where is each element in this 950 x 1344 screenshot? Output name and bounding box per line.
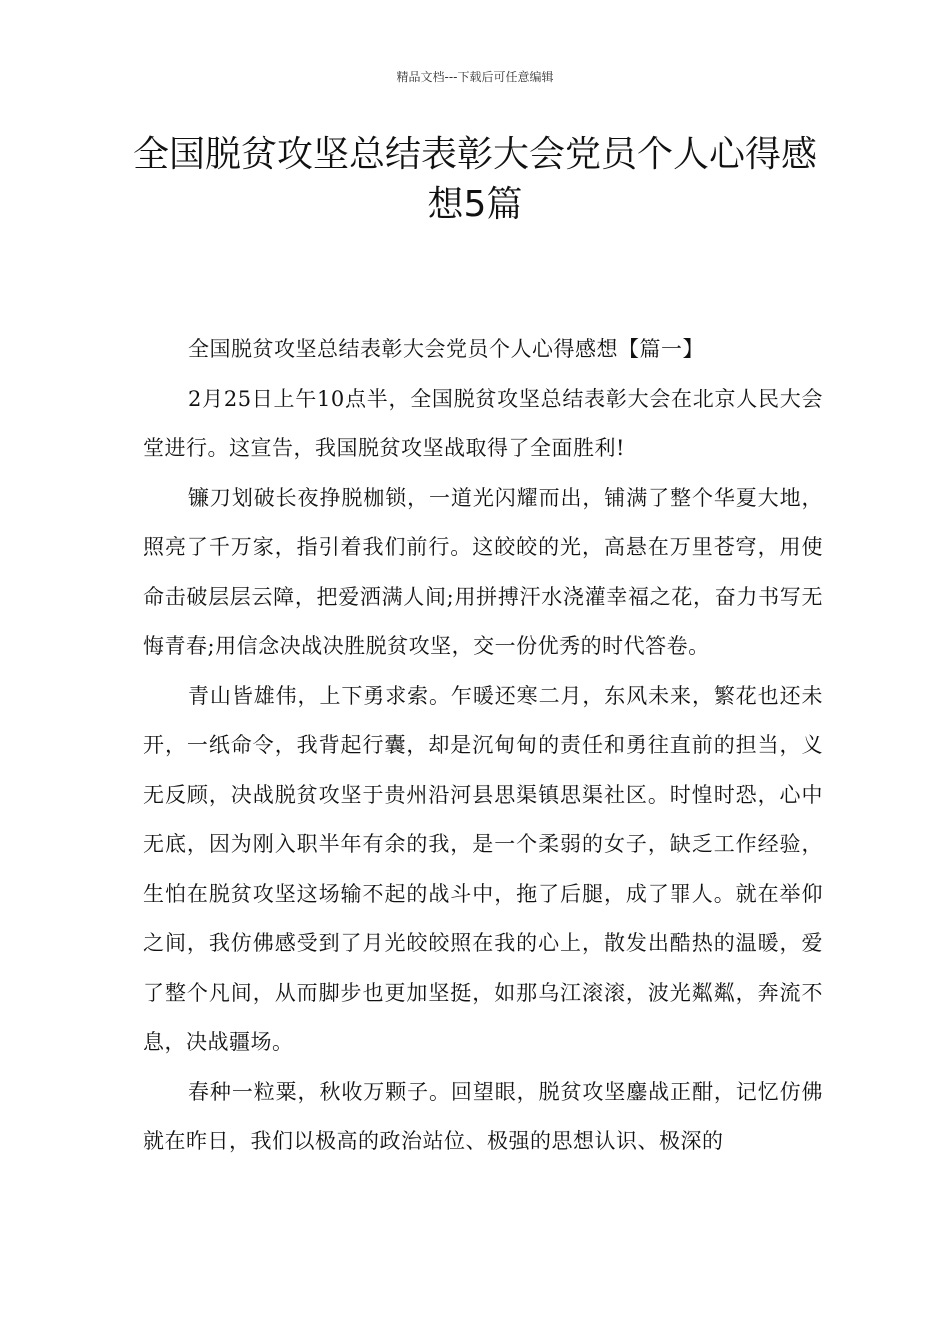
header-note: 精品文档---下载后可任意编辑: [396, 70, 554, 84]
paragraph-2: 镰刀划破长夜挣脱枷锁，一道光闪耀而出，铺满了整个华夏大地，照亮了千万家，指引着我们前行。这皎皎的光，高悬在万里苍穹，用使命击破层层云障，把爱洒满人间;用拼搏汗水浇灌幸福之花，奋力书写无悔青春;用信念决战决胜脱贫攻坚，交一份优秀的时代答卷。: [143, 485, 823, 658]
paragraph-1: 2月25日上午10点半，全国脱贫攻坚总结表彰大会在北京人民大会堂进行。这宣告，我国脱贫攻坚战取得了全面胜利!: [143, 386, 823, 460]
paragraph-4: 春种一粒粟，秋收万颗子。回望眼，脱贫攻坚鏖战正酣，记忆仿佛就在昨日，我们以极高的政治站位、极强的思想认识、极深的: [143, 1079, 823, 1153]
section-heading: 全国脱贫攻坚总结表彰大会党员个人心得感想【篇一】: [188, 337, 704, 361]
paragraph-3: 青山皆雄伟，上下勇求索。乍暖还寒二月，东风未来，繁花也还未开，一纸命令，我背起行囊，却是沉甸甸的责任和勇往直前的担当，义无反顾，决战脱贫攻坚于贵州沿河县思渠镇思渠社区。时惶时恐，心中无底，因为刚入职半年有余的我，是一个柔弱的女子，缺乏工作经验，生怕在脱贫攻坚这场输不起的战斗中，拖了后腿，成了罪人。就在举仰之间，我仿佛感受到了月光皎皎照在我的心上，散发出酷热的温暖，爱了整个凡间，从而脚步也更加坚挺，如那乌江滚滚，波光粼粼，奔流不息，决战疆场。: [143, 683, 823, 1054]
document-title: 全国脱贫攻坚总结表彰大会党员个人心得感想5篇: [132, 134, 817, 225]
document-body: [143, 325, 823, 1167]
